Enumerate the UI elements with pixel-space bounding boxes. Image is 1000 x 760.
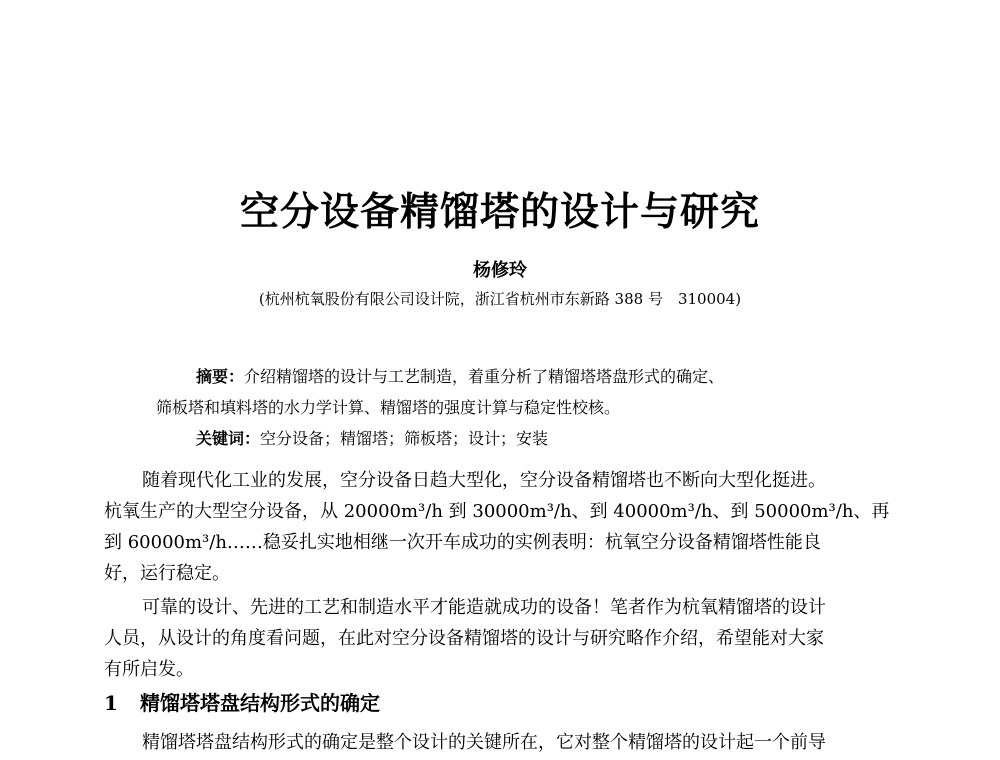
- paragraph-line: 有所启发。: [104, 659, 194, 680]
- section-paragraph-1: [104, 727, 916, 758]
- paragraph-line: 精馏塔塔盘结构形式的确定是整个设计的关键所在，它对整个精馏塔的设计起一个前导: [142, 732, 826, 753]
- paragraph-line: 到 60000m³/h……稳妥扎实地相继一次开车成功的实例表明：杭氧空分设备精馏塔性能良: [104, 532, 821, 553]
- paragraph-line: 好，运行稳定。: [104, 563, 230, 584]
- keywords-label: 关键词：: [196, 429, 261, 448]
- abstract-text-1: 介绍精馏塔的设计与工艺制造，着重分析了精馏塔塔盘形式的确定、: [244, 367, 725, 386]
- section-title: 精馏塔塔盘结构形式的确定: [140, 691, 380, 715]
- intro-paragraph-2: [104, 592, 916, 685]
- abstract-text-2: 筛板塔和填料塔的水力学计算、精馏塔的强度计算与稳定性校核。: [156, 398, 621, 417]
- intro-paragraph-1: [104, 465, 916, 589]
- section-heading: [104, 687, 380, 719]
- paragraph-line: 杭氧生产的大型空分设备，从 20000m³/h 到 30000m³/h、到 40000m³/h、到 50000m³/h、再: [104, 501, 890, 522]
- author-affiliation: (杭州杭氧股份有限公司设计院，浙江省杭州市东新路 388 号 310004): [258, 290, 742, 308]
- paragraph-line: 人员，从设计的角度看问题，在此对空分设备精馏塔的设计与研究略作介绍，希望能对大家: [104, 628, 824, 649]
- paper-title: 空分设备精馏塔的设计与研究: [239, 189, 760, 235]
- section-number: 1: [104, 691, 118, 715]
- abstract-line-2: [156, 393, 620, 423]
- abstract-label: 摘要：: [196, 367, 245, 386]
- keywords-text: 空分设备；精馏塔；筛板塔；设计；安装: [260, 429, 549, 448]
- keywords-line: [196, 424, 548, 454]
- author-name: 杨修玲: [473, 260, 527, 281]
- paragraph-line: 随着现代化工业的发展，空分设备日趋大型化，空分设备精馏塔也不断向大型化挺进。: [142, 470, 826, 491]
- paragraph-line: 可靠的设计、先进的工艺和制造水平才能造就成功的设备！笔者作为杭氧精馏塔的设计: [142, 597, 826, 618]
- abstract-line-1: [196, 362, 724, 392]
